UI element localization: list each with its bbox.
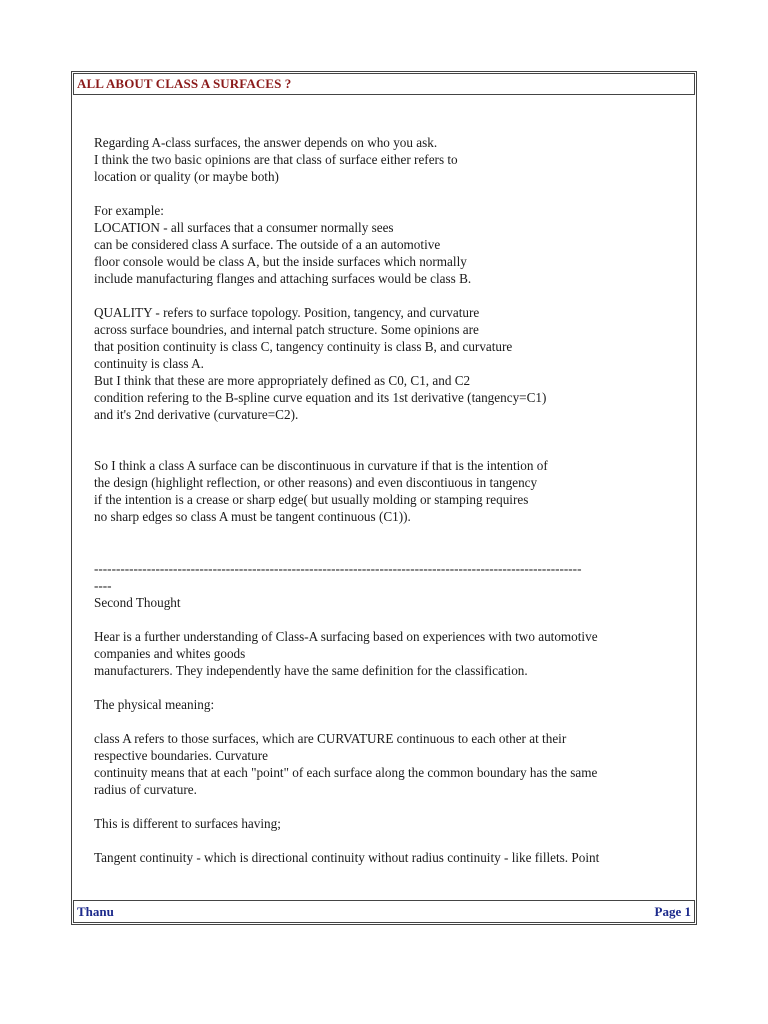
text-line: respective boundaries. Curvature — [94, 748, 268, 763]
header-box — [73, 73, 695, 95]
text-line: condition refering to the B-spline curve equation and its 1st derivative (tangency=C1) — [94, 390, 547, 405]
separator-tail: ---- — [94, 578, 112, 593]
text-line: that position continuity is class C, tangency continuity is class B, and curvature — [94, 339, 513, 354]
text-line: continuity means that at each "point" of each surface along the common boundary has the same — [94, 765, 598, 780]
text-line: Regarding A-class surfaces, the answer depends on who you ask. — [94, 135, 438, 150]
text-line: floor console would be class A, but the inside surfaces which normally — [94, 254, 467, 269]
text-line: companies and whites goods — [94, 646, 246, 661]
paragraph-class-a — [94, 730, 684, 798]
text-line: can be considered class A surface. The outside of a an automotive — [94, 237, 441, 252]
text-line: if the intention is a crease or sharp edge( but usually molding or stamping requires — [94, 492, 529, 507]
page-title: ALL ABOUT CLASS A SURFACES ? — [77, 76, 292, 91]
text-line: LOCATION - all surfaces that a consumer normally sees — [94, 220, 394, 235]
separator-line: --------------------------------------------------------------------------------------------------------------- — [94, 561, 582, 576]
text-line: continuity is class A. — [94, 356, 204, 371]
footer-author: Thanu — [77, 904, 114, 919]
paragraph-quality — [94, 304, 684, 423]
paragraph-location — [94, 202, 684, 287]
text-line: no sharp edges so class A must be tangent continuous (C1)). — [94, 509, 411, 524]
text-line: I think the two basic opinions are that class of surface either refers to — [94, 152, 458, 167]
text-line: So I think a class A surface can be discontinuous in curvature if that is the intention of — [94, 458, 548, 473]
text-line: But I think that these are more appropriately defined as C0, C1, and C2 — [94, 373, 471, 388]
text-line: location or quality (or maybe both) — [94, 169, 279, 184]
paragraph-further — [94, 628, 684, 679]
text-line: and it's 2nd derivative (curvature=C2). — [94, 407, 299, 422]
text-line: Hear is a further understanding of Class-A surfacing based on experiences with two automotive — [94, 629, 598, 644]
page-number: Page 1 — [654, 904, 691, 919]
text-line: manufacturers. They independently have the same definition for the classification. — [94, 663, 528, 678]
text-line: For example: — [94, 203, 164, 218]
text-line: radius of curvature. — [94, 782, 197, 797]
document-body — [94, 134, 684, 866]
paragraph-physical-meaning: The physical meaning: — [94, 697, 215, 712]
text-line: QUALITY - refers to surface topology. Position, tangency, and curvature — [94, 305, 480, 320]
paragraph-conclusion — [94, 457, 684, 525]
text-line: class A refers to those surfaces, which are CURVATURE continuous to each other at their — [94, 731, 567, 746]
text-line: across surface boundries, and internal patch structure. Some opinions are — [94, 322, 479, 337]
footer-box — [73, 900, 695, 923]
paragraph-different: This is different to surfaces having; — [94, 816, 281, 831]
text-line: the design (highlight reflection, or other reasons) and even discontiuous in tangency — [94, 475, 538, 490]
section-heading: Second Thought — [94, 595, 181, 610]
paragraph-tangent: Tangent continuity - which is directional continuity without radius continuity - like fillets. Point — [94, 850, 600, 865]
paragraph-intro — [94, 134, 684, 185]
text-line: include manufacturing flanges and attaching surfaces would be class B. — [94, 271, 472, 286]
